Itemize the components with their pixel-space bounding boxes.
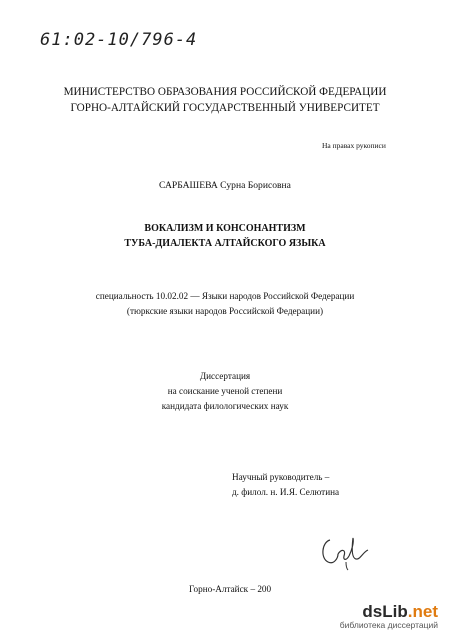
watermark-logo-suffix: .net bbox=[407, 602, 438, 621]
title-line-1: ВОКАЛИЗМ И КОНСОНАНТИЗМ bbox=[144, 223, 306, 234]
dissertation-title bbox=[0, 221, 450, 251]
specialty-line-1: специальность 10.02.02 — Языки народов Российской Федерации bbox=[95, 291, 355, 301]
archive-code-handwritten: 61:02-10/796-4 bbox=[40, 30, 198, 50]
author-name: САРБАШЕВА Сурна Борисовна bbox=[159, 180, 291, 191]
degree-line-1: Диссертация bbox=[199, 371, 251, 381]
city-year: Горно-Алтайск – 200 bbox=[189, 584, 272, 594]
signature-text: Сел bbox=[316, 528, 318, 529]
specialty-line-2: (тюркские языки народов Российской Федерации) bbox=[126, 306, 324, 316]
degree-line-2: на соискание ученой степени bbox=[167, 386, 283, 396]
advisor-block bbox=[232, 470, 339, 500]
title-line-2: ТУБА-ДИАЛЕКТА АЛТАЙСКОГО ЯЗЫКА bbox=[124, 238, 326, 249]
advisor-line-1: Научный руководитель – bbox=[232, 472, 330, 482]
watermark-logo bbox=[340, 602, 438, 622]
watermark-subtitle: библиотека диссертаций bbox=[339, 620, 438, 630]
degree-line-3: кандидата филологических наук bbox=[161, 401, 289, 411]
specialty-block bbox=[0, 289, 450, 319]
handwritten-signature bbox=[316, 528, 376, 572]
university-line: ГОРНО-АЛТАЙСКИЙ ГОСУДАРСТВЕННЫЙ УНИВЕРСИТЕТ bbox=[70, 102, 380, 114]
ministry-line: МИНИСТЕРСТВО ОБРАЗОВАНИЯ РОССИЙСКОЙ ФЕДЕРАЦИИ bbox=[63, 86, 387, 98]
ministry-header bbox=[0, 84, 450, 116]
watermark bbox=[340, 602, 438, 630]
degree-block bbox=[0, 369, 450, 414]
watermark-logo-main: dsLib bbox=[362, 602, 408, 621]
manuscript-note: На правах рукописи bbox=[322, 141, 386, 150]
advisor-line-2: д. филол. н. И.Я. Селютина bbox=[232, 487, 340, 497]
